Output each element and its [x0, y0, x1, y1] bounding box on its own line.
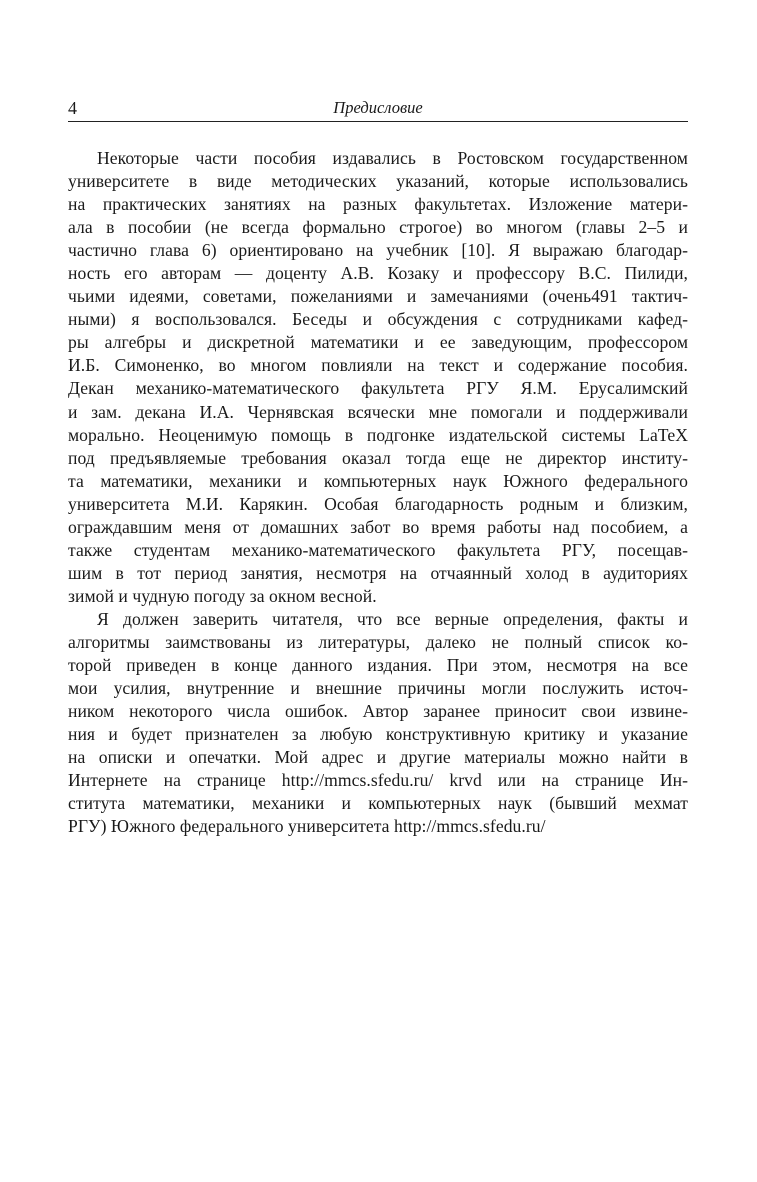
text-line: ником некоторого числа ошибок. Автор заранее приносит свои извине- [68, 701, 688, 722]
text-line: на описки и опечатки. Мой адрес и другие материалы можно найти в [68, 747, 688, 768]
page-number: 4 [68, 98, 77, 118]
text-line: И.Б. Симоненко, во многом повлияли на текст и содержание пособия. [68, 355, 688, 376]
text-line: алгоритмы заимствованы из литературы, далеко не полный список ко- [68, 631, 688, 652]
paragraph [68, 147, 688, 608]
page-body [68, 147, 688, 838]
text-line: морально. Неоценимую помощь в подгонке издательской системы LaTeX [68, 424, 688, 445]
text-line: Некоторые части пособия издавались в Ростовском государственном [97, 148, 688, 168]
text-line: та математики, механики и компьютерных наук Южного федерального [68, 470, 688, 491]
text-line: торой приведен в конце данного издания. При этом, несмотря на все [68, 655, 688, 676]
text-line: на практических занятиях на разных факультетах. Изложение матери- [68, 194, 688, 215]
text-line: Декан механико-математического факультета РГУ Я.М. Ерусалимский [68, 378, 688, 399]
text-line: чьими идеями, советами, пожеланиями и замечаниями (очень491 тактич- [68, 286, 688, 307]
text-line: ность его авторам — доценту А.В. Козаку и профессору В.С. Пилиди, [68, 263, 688, 284]
text-line: ала в пособии (не всегда формально строгое) во многом (главы 2–5 и [68, 217, 688, 238]
text-line: ограждавшим меня от домашних забот во время работы над пособием, а [68, 516, 688, 537]
text-line: Я должен заверить читателя, что все верные определения, факты и [97, 608, 688, 629]
text-line: и зам. декана И.А. Чернявская всячески мне помогали и поддерживали [68, 401, 688, 422]
text-line: университета М.И. Карякин. Особая благодарность родным и близким, [68, 493, 688, 514]
paragraph [68, 608, 688, 838]
text-line: частично глава 6) ориентировано на учебник [10]. Я выражаю благодар- [68, 240, 688, 261]
text-line: под предъявляемые требования оказал тогда еще не директор институ- [68, 447, 688, 468]
text-line: ными) я воспользовался. Беседы и обсуждения с сотрудниками кафед- [68, 309, 688, 330]
text-line: ния и будет признателен за любую конструктивную критику и указание [68, 724, 688, 745]
text-line: ры алгебры и дискретной математики и ее заведующим, профессором [68, 332, 688, 353]
text-line: Интернете на странице http://mmcs.sfedu.ru/ krvd или на странице Ин- [68, 770, 688, 791]
text-line: университете в виде методических указаний, которые использовались [68, 171, 688, 192]
text-line: шим в тот период занятия, несмотря на отчаянный холод в аудиториях [68, 562, 688, 583]
text-line: мои усилия, внутренние и внешние причины могли послужить источ- [68, 678, 688, 699]
running-title: Предисловие [333, 98, 423, 117]
text-line: зимой и чудную погоду за окном весной. [68, 585, 377, 606]
running-header [68, 97, 688, 122]
text-line: также студентам механико-математического факультета РГУ, посещав- [68, 539, 688, 560]
text-line: ститута математики, механики и компьютерных наук (бывший мехмат [68, 793, 688, 814]
text-line: РГУ) Южного федерального университета http://mmcs.sfedu.ru/ [68, 816, 546, 837]
